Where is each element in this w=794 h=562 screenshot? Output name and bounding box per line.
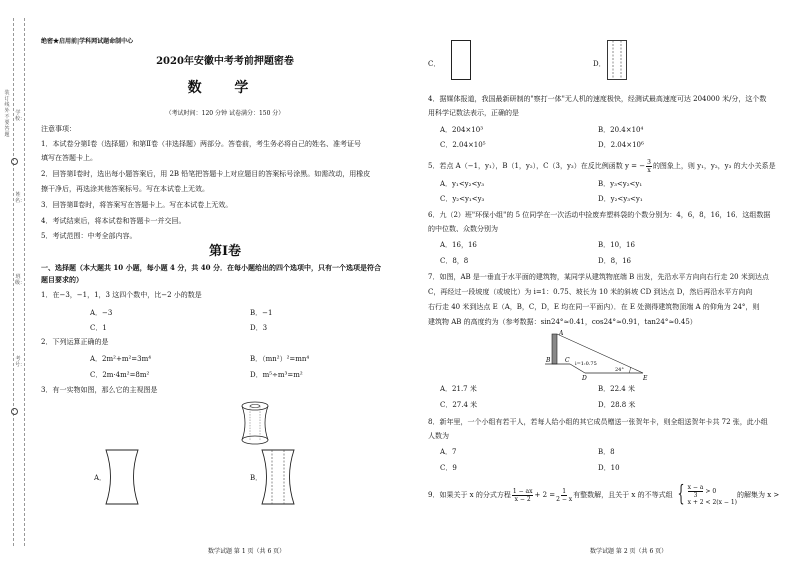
q4-opt-a: A．204×10³: [440, 126, 483, 134]
q3-stem: 3．有一实物如图，那么它的主视图是: [41, 386, 158, 394]
label-a: A: [559, 330, 564, 337]
q2-opt-a: A．2m²+m²=3m⁴: [90, 355, 152, 363]
q7-opt-b: B．22.4 米: [598, 385, 635, 393]
q8-stem-1: 8．新年里，一个小组有若干人，若每人给小组的其它成员赠送一张贺年卡，则全组送贺年卡共 72 张，此小组: [428, 418, 768, 426]
binding-hole-1: [11, 150, 18, 169]
label-c: C: [565, 357, 570, 364]
notes-heading: 注意事项：: [41, 125, 76, 133]
secret-label: 绝密★启用前|学科网试题命制中心: [41, 38, 134, 45]
q1-opt-c: C．1: [90, 324, 107, 332]
note-2b: 擦干净后，再选涂其他答案标号。写在本试卷上无效。: [41, 185, 209, 193]
label-e: E: [643, 375, 648, 382]
q9-row-1-rel: > 0: [705, 488, 717, 495]
q9-mid: + 2 =: [534, 490, 556, 499]
q5-opt-a: A．y₁<y₂<y₃: [440, 180, 485, 188]
q3-opt-a: A．: [94, 474, 107, 482]
q1-opt-b: B．−1: [250, 309, 273, 317]
label-d: D: [582, 375, 587, 382]
q3-option-d-figure: [607, 40, 627, 80]
q5-stem: [428, 159, 776, 174]
q6-opt-d: D．8，16: [598, 257, 631, 265]
q9-stem: [428, 480, 779, 510]
note-4: 4．考试结束后，将本试卷和答题卡一并交回。: [41, 217, 186, 225]
footer-left: 数学试题 第 1 页（共 6 页）: [208, 548, 286, 555]
section-intro-1: 一、选择题（本大题共 10 小题，每小题 4 分，共 40 分．在每小题给出的四个选项中，只有一个选项是符合: [41, 263, 381, 272]
q6-opt-a: A．16，16: [440, 241, 477, 249]
exam-info: （考试时间：120 分钟 试卷满分：150 分）: [165, 110, 285, 117]
q6-stem-1: 6．九（2）班"环保小组"的 5 位同学在一次活动中捡废弃塑料袋的个数分别为：4，6，8，16，16．这组数据: [428, 211, 771, 219]
q5-opt-c: C．y₂<y₁<y₃: [440, 195, 485, 203]
q3-opt-c: C．: [428, 60, 441, 68]
q3-opt-b: B．: [250, 474, 263, 482]
q5-opt-d: D．y₂<y₃<y₁: [598, 195, 643, 203]
q9-row-1-num: x − a: [687, 484, 704, 491]
q5-frac-den: x: [647, 167, 651, 174]
q9-brace: {: [677, 482, 685, 507]
q4-stem-1: 4．据媒体报道，我国最新研制的"察打一体"无人机的速度极快，经测试最高速度可达 204000 米/分，这个数: [428, 95, 767, 103]
q9-frac-2-num: 1: [562, 487, 567, 495]
q7-figure: [545, 328, 655, 382]
label-class: 班级：: [15, 274, 26, 286]
binding-hole-2: [11, 400, 18, 419]
q7-stem-4: 建筑物 AB 的高度约为（参考数据：sin24°≈0.41，cos24°≈0.91，tan24°≈0.45）: [428, 318, 697, 326]
q7-stem-1: 7．如图，AB 是一垂直于水平面的建筑物，某同学从建筑物底端 B 出发，先沿水平方向向右行走 20 米到达点: [428, 273, 769, 281]
student-info-labels: [15, 110, 26, 368]
q9-row-1-frac: [688, 484, 704, 499]
angle-label: 24°: [615, 367, 624, 373]
q8-opt-c: C．9: [440, 464, 457, 472]
q4-opt-d: D．2.04×10⁶: [598, 141, 644, 149]
q9-frac-1-den: x − 2: [514, 495, 531, 503]
q7-stem-2: C，再经过一段坡度（或坡比）为 i=1：0.75、坡长为 10 米的斜坡 CD 到达点 D，然后再沿水平方向向: [428, 288, 753, 296]
note-1b: 填写在答题卡上。: [41, 154, 97, 162]
q7-opt-a: A．21.7 米: [440, 385, 477, 393]
q2-stem: 2．下列运算正确的是: [41, 338, 109, 346]
slope-label: i=1:0.75: [575, 361, 597, 367]
q8-opt-b: B．8: [598, 448, 615, 456]
section-title: 第Ⅰ卷: [208, 244, 242, 259]
q5-stem-b: 的图象上，则 y₁，y₂，y₃ 的大小关系是: [652, 162, 776, 170]
q7-opt-d: D．28.8 米: [598, 401, 636, 409]
q5-stem-a: 5．若点 A（−1，y₁），B（1，y₂），C（3，y₃）在反比例函数 y = −: [428, 162, 646, 170]
subject-title: 数 学: [187, 80, 263, 96]
note-3: 3．回答第Ⅱ卷时，将答案写在答题卡上。写在本试卷上无效。: [41, 201, 233, 209]
q2-opt-c: C．2m·4m²=8m²: [90, 371, 150, 379]
q9-frac-2: [556, 488, 572, 503]
q9-inequality-system: [674, 484, 737, 506]
q9-stem-c: 的解集为 x >: [737, 490, 780, 499]
label-school: 学校：: [15, 110, 26, 122]
q3-object-figure: [238, 400, 272, 446]
q3-option-a-figure: [105, 449, 139, 505]
q9-row-1-den: 3: [693, 492, 698, 499]
q6-opt-c: C．8，8: [440, 257, 469, 265]
q4-opt-c: C．2.04×10⁵: [440, 141, 486, 149]
q4-opt-b: B．20.4×10⁴: [598, 126, 644, 134]
q2-opt-b: B．（mn²）²=mn⁴: [250, 355, 310, 363]
q8-opt-a: A．7: [440, 448, 457, 456]
building-ab: [552, 334, 557, 364]
q9-stem-b: 有整数解，且关于 x 的不等式组: [573, 490, 673, 499]
q9-stem-a: 9．如果关于 x 的分式方程: [428, 490, 511, 499]
q6-opt-b: B．10，16: [598, 241, 635, 249]
label-name: 姓名：: [15, 192, 26, 204]
q9-frac-1: [512, 488, 534, 503]
q9-system-rows: [688, 484, 737, 506]
q3-option-b-figure: [261, 449, 295, 505]
seal-text: 装 订 线 外 不 要 答 题: [4, 90, 10, 138]
sight-line-ae: [557, 334, 643, 373]
q1-opt-a: A．−3: [90, 309, 113, 317]
q9-frac-1-num: 1 − ax: [512, 487, 533, 495]
binding-line-outer: [13, 18, 14, 546]
footer-right: 数学试题 第 2 页（共 6 页）: [590, 548, 668, 555]
q5-fraction: [646, 159, 652, 174]
q3-option-c-figure: [451, 40, 471, 80]
q5-frac-num: 3: [647, 159, 651, 166]
q5-opt-b: B．y₃<y₂<y₁: [598, 180, 643, 188]
q3-opt-d: D．: [593, 60, 606, 68]
q6-stem-2: 的中位数、众数分别为: [428, 225, 498, 233]
note-5: 5．考试范围：中考全部内容。: [41, 232, 137, 240]
q7-opt-c: C．27.4 米: [440, 401, 478, 409]
q1-stem: 1．在−3，−1，1，3 这四个数中，比−2 小的数是: [41, 291, 202, 299]
q9-row-2: x + 2 < 2(x − 1): [687, 499, 738, 506]
label-id: 考号：: [15, 356, 26, 368]
q9-frac-2-den: 2 − x: [556, 495, 573, 503]
section-intro-2: 题目要求的）: [41, 275, 83, 284]
q1-opt-d: D．3: [250, 324, 268, 332]
note-1: 1．本试卷分第Ⅰ卷（选择题）和第Ⅱ卷（非选择题）两部分。答卷前，考生务必将自己的姓名、准考证号: [41, 140, 361, 148]
label-b: B: [546, 357, 551, 364]
q8-stem-2: 人数为: [428, 432, 449, 440]
q4-stem-2: 用科学记数法表示，正确的是: [428, 109, 519, 117]
q2-opt-d: D．m⁵÷m³=m²: [250, 371, 303, 379]
q8-opt-d: D．10: [598, 464, 620, 472]
paper-title: 2020年安徽中考考前押题密卷: [156, 56, 294, 67]
note-2: 2．回答第Ⅰ卷时，选出每小题答案后，用 2B 铅笔把答题卡上对应题目的答案标号涂黑。如需改动，用橡皮: [41, 170, 371, 178]
q9-row-1: [688, 484, 737, 499]
q7-stem-3: 右行走 40 米到达点 E（A，B，C，D，E 均在同一平面内）．在 E 处测得建筑物顶端 A 的仰角为 24°，则: [428, 303, 760, 311]
